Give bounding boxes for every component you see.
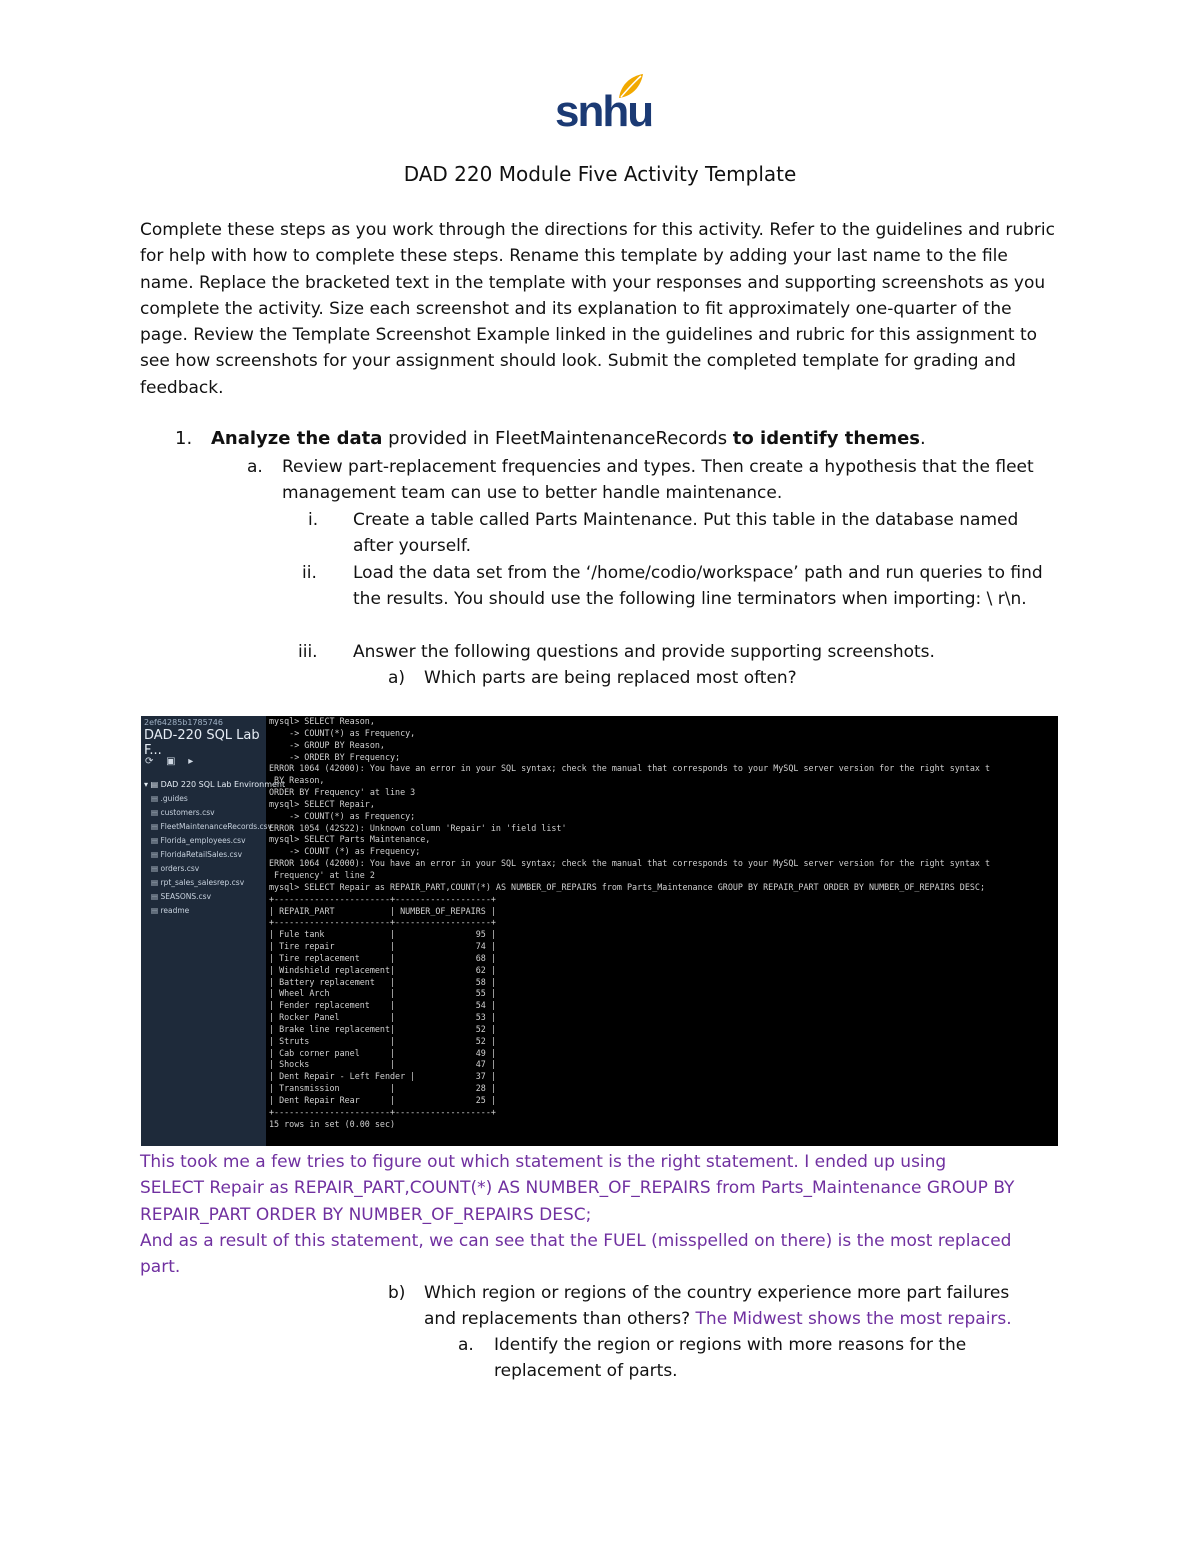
file-item[interactable]: ▤ Florida_employees.csv: [151, 836, 246, 845]
play-icon[interactable]: ▸: [188, 756, 194, 767]
file-item[interactable]: ▤ rpt_sales_salesrep.csv: [151, 878, 245, 887]
question-a-text: Which parts are being replaced most often?: [424, 668, 797, 688]
answer-1-line: This took me a few tries to figure out which statement is the right statement. I ended up using: [140, 1152, 947, 1172]
question-b-answer: The Midwest shows the most repairs.: [690, 1309, 1012, 1330]
folder-icon: ▤: [150, 780, 159, 789]
answer-1: [140, 1149, 1070, 1280]
logo-text: snhu: [555, 87, 653, 136]
terminal-line: ERROR 1054 (42S22): Unknown column 'Repair' in 'field list': [269, 822, 567, 833]
project-name: DAD-220 SQL Lab F...: [144, 728, 260, 758]
terminal-line: 15 rows in set (0.00 sec): [269, 1118, 396, 1129]
terminal-line: -> COUNT(*) as Frequency,: [269, 727, 416, 738]
question-b-a-line-1: Identify the region or regions with more reasons for the: [494, 1335, 967, 1355]
item-iii-text: Answer the following questions and provide supporting screenshots.: [353, 642, 935, 662]
terminal-line: +-----------------------+-------------------+: [269, 893, 496, 904]
file-item[interactable]: ▤ .guides: [151, 794, 188, 803]
terminal-line: | REPAIR_PART | NUMBER_OF_REPAIRS |: [269, 905, 496, 916]
ide-sidebar: [141, 716, 286, 1146]
document-title: DAD 220 Module Five Activity Template: [403, 162, 797, 186]
terminal-line: BY Reason,: [269, 775, 325, 786]
terminal-line: -> ORDER BY Frequency;: [269, 751, 401, 762]
item-ii-number: ii.: [302, 563, 317, 583]
file-item[interactable]: ▤ FloridaRetailSales.csv: [151, 850, 243, 859]
item-a-number: a.: [247, 457, 263, 477]
terminal-line: -> COUNT(*) as Frequency;: [269, 810, 416, 821]
file-icon[interactable]: ▣: [166, 756, 176, 767]
terminal-line: mysql> SELECT Parts Maintenance,: [269, 834, 431, 845]
file-item[interactable]: ▤ orders.csv: [151, 864, 200, 873]
file-item[interactable]: ▤ SEASONS.csv: [151, 892, 212, 901]
terminal-line: mysql> SELECT Repair as REPAIR_PART,COUNT(*) AS NUMBER_OF_REPAIRS from Parts_Maintenance GROUP BY REPAIR_PART ORDER BY NUMBER_OF_REPAIRS DESC;: [269, 881, 985, 892]
snhu-logo: [555, 72, 653, 136]
terminal-line: -> COUNT (*) as Frequency;: [269, 846, 421, 857]
item-1-text: [211, 426, 1061, 452]
question-b-a-number: a.: [458, 1335, 474, 1355]
item-1-mid: provided in FleetMaintenanceRecords: [382, 428, 733, 449]
terminal-line: ERROR 1064 (42000): You have an error in your SQL syntax; check the manual that corresponds to your MySQL server version for the right syntax t: [269, 858, 991, 869]
item-1-bold-1: Analyze the data: [211, 428, 383, 449]
file-item[interactable]: ▤ FleetMaintenanceRecords.csv: [151, 822, 273, 831]
terminal-line: Frequency' at line 2: [269, 869, 375, 880]
terminal-line: -> GROUP BY Reason,: [269, 739, 385, 750]
terminal-line: | Cab corner panel | 49 |: [269, 1047, 496, 1058]
answer-1-line: And as a result of this statement, we can see that the FUEL (misspelled on there) is the most replaced: [140, 1230, 1012, 1251]
question-b-line-2: and replacements than others? The Midwest shows the most repairs.: [424, 1309, 1012, 1330]
terminal-line: | Shocks | 47 |: [269, 1059, 496, 1070]
file-item[interactable]: ▤ readme: [151, 906, 190, 915]
terminal-line: | Tire repair | 74 |: [269, 941, 496, 952]
question-a-number: a): [388, 668, 406, 688]
question-b-a-line-2: replacement of parts.: [494, 1361, 678, 1382]
answer-1-line: SELECT Repair as REPAIR_PART,COUNT(*) AS NUMBER_OF_REPAIRS from Parts_Maintenance GROUP BY: [140, 1178, 1015, 1199]
item-1-end: .: [920, 428, 926, 449]
intro-paragraph: Complete these steps as you work through the directions for this activity. Refer to the guidelines and rubric for help with how to complete these steps. Rename this template by adding your last name to the file name. Replace the bracketed text in the template with your responses and supporting screenshots as you complete the activity. Size each screenshot and its explanation to fit approximately one-quarter of the page. Review the Template Screenshot Example linked in the guidelines and rubric for this assignment to see how screenshots for your assignment should look. Submit the completed template for grading and feedback.: [140, 220, 1055, 398]
terminal-line: | Rocker Panel | 53 |: [269, 1012, 496, 1023]
terminal-line: | Transmission | 28 |: [269, 1083, 496, 1094]
question-b-number: b): [388, 1283, 406, 1303]
project-id: 2ef64285b1785746: [144, 718, 223, 727]
item-iii-number: iii.: [298, 642, 318, 662]
terminal-line: +-----------------------+-------------------+: [269, 917, 496, 928]
terminal-line: | Windshield replacement| 62 |: [269, 964, 496, 975]
sidebar-toolbar: [145, 756, 193, 767]
terminal-line: | Fender replacement | 54 |: [269, 1000, 496, 1011]
terminal-line: | Tire replacement | 68 |: [269, 952, 496, 963]
terminal-line: | Dent Repair Rear | 25 |: [269, 1095, 496, 1105]
terminal-line: mysql> SELECT Repair,: [269, 798, 375, 809]
answer-1-line: part.: [140, 1257, 181, 1278]
terminal-line: | Brake line replacement| 52 |: [269, 1023, 496, 1034]
terminal-line: | Dent Repair - Left Fender | 37 |: [269, 1071, 496, 1082]
item-a-text: Review part-replacement frequencies and types. Then create a hypothesis that the fleet management team can use to better handle maintenance.: [282, 457, 1034, 504]
item-i-text: Create a table called Parts Maintenance. Put this table in the database named after yourself.: [353, 510, 1019, 557]
terminal-line: | Struts | 52 |: [269, 1035, 496, 1046]
terminal-output[interactable]: [269, 716, 1058, 1146]
question-b-line-1: Which region or regions of the country experience more part failures: [424, 1283, 1010, 1303]
refresh-icon[interactable]: ⟳: [145, 756, 154, 767]
item-i-number: i.: [308, 510, 319, 530]
terminal-line: | Battery replacement | 58 |: [269, 976, 496, 987]
answer-1-line: REPAIR_PART ORDER BY NUMBER_OF_REPAIRS DESC;: [140, 1204, 592, 1225]
item-1-number: 1.: [175, 428, 193, 449]
terminal-screenshot: [141, 716, 1058, 1146]
item-1-bold-2: to identify themes: [732, 428, 921, 449]
item-ii-text: Load the data set from the ‘/home/codio/workspace’ path and run queries to find the results. You should use the following line terminators when importing: \ r\n.: [353, 563, 1043, 610]
question-b-text: [424, 1280, 1074, 1333]
file-item[interactable]: ▤ customers.csv: [151, 808, 215, 817]
terminal-line: ORDER BY Frequency' at line 3: [269, 787, 416, 798]
terminal-line: | Fule tank | 95 |: [269, 929, 496, 940]
terminal-line: ERROR 1064 (42000): You have an error in your SQL syntax; check the manual that corresponds to your MySQL server version for the right syntax t: [269, 763, 991, 774]
question-b-a-text: [494, 1332, 1054, 1385]
file-tree-root[interactable]: ▾ ▤ DAD 220 SQL Lab Environment: [144, 780, 286, 789]
terminal-line: | Wheel Arch | 55 |: [269, 988, 496, 999]
terminal-line: mysql> SELECT Reason,: [269, 716, 375, 726]
terminal-line: +-----------------------+-------------------+: [269, 1106, 496, 1117]
